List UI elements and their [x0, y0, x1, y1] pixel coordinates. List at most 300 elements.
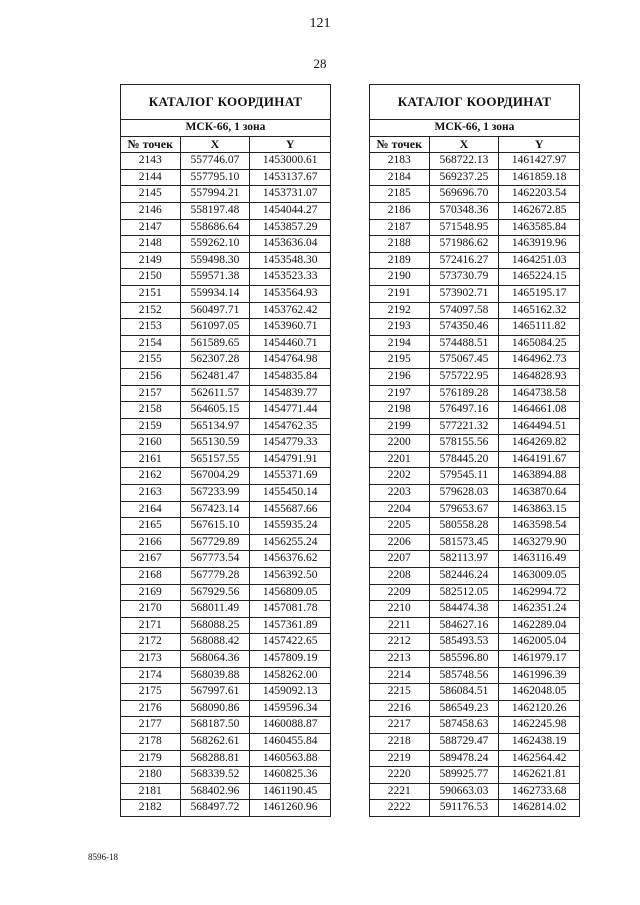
x-coordinate-cell: 584627.16	[429, 617, 499, 634]
point-number-cell: 2153	[121, 319, 181, 336]
x-coordinate-cell: 567779.28	[180, 568, 250, 585]
y-coordinate-cell: 1454764.98	[250, 352, 331, 369]
x-coordinate-cell: 568090.86	[180, 700, 250, 717]
table-row	[121, 385, 331, 402]
point-number-cell: 2171	[121, 617, 181, 634]
point-number-cell: 2208	[370, 568, 430, 585]
col-header-point: № точек	[121, 136, 181, 153]
table-row	[370, 667, 580, 684]
y-coordinate-cell: 1464191.67	[499, 451, 580, 468]
point-number-cell: 2160	[121, 435, 181, 452]
y-coordinate-cell: 1454839.77	[250, 385, 331, 402]
x-coordinate-cell: 567233.99	[180, 485, 250, 502]
table-row	[121, 700, 331, 717]
table-row	[370, 418, 580, 435]
point-number-cell: 2205	[370, 518, 430, 535]
table-row	[370, 368, 580, 385]
table-row	[121, 236, 331, 253]
point-number-cell: 2183	[370, 153, 430, 170]
x-coordinate-cell: 559934.14	[180, 285, 250, 302]
y-coordinate-cell: 1454460.71	[250, 335, 331, 352]
x-coordinate-cell: 564605.15	[180, 402, 250, 419]
x-coordinate-cell: 567423.14	[180, 501, 250, 518]
table-row	[121, 684, 331, 701]
table-row	[121, 634, 331, 651]
table-row	[370, 584, 580, 601]
x-coordinate-cell: 565130.59	[180, 435, 250, 452]
y-coordinate-cell: 1463585.84	[499, 219, 580, 236]
x-coordinate-cell: 573730.79	[429, 269, 499, 286]
point-number-cell: 2177	[121, 717, 181, 734]
table-row	[370, 568, 580, 585]
point-number-cell: 2179	[121, 750, 181, 767]
table-row	[370, 783, 580, 800]
table-row	[370, 501, 580, 518]
table-row	[370, 153, 580, 170]
point-number-cell: 2191	[370, 285, 430, 302]
y-coordinate-cell: 1459596.34	[250, 700, 331, 717]
point-number-cell: 2151	[121, 285, 181, 302]
table-row	[121, 783, 331, 800]
point-number-cell: 2155	[121, 352, 181, 369]
point-number-cell: 2188	[370, 236, 430, 253]
x-coordinate-cell: 561589.65	[180, 335, 250, 352]
table-row	[370, 634, 580, 651]
point-number-cell: 2186	[370, 202, 430, 219]
x-coordinate-cell: 568402.96	[180, 783, 250, 800]
y-coordinate-cell: 1457809.19	[250, 651, 331, 668]
point-number-cell: 2201	[370, 451, 430, 468]
x-coordinate-cell: 571548.95	[429, 219, 499, 236]
y-coordinate-cell: 1463919.96	[499, 236, 580, 253]
table-row	[370, 733, 580, 750]
point-number-cell: 2146	[121, 202, 181, 219]
table-row	[121, 568, 331, 585]
table-row	[121, 202, 331, 219]
x-coordinate-cell: 584474.38	[429, 601, 499, 618]
table-row	[121, 601, 331, 618]
point-number-cell: 2216	[370, 700, 430, 717]
point-number-cell: 2158	[121, 402, 181, 419]
x-coordinate-cell: 570348.36	[429, 202, 499, 219]
y-coordinate-cell: 1465162.32	[499, 302, 580, 319]
y-coordinate-cell: 1462203.54	[499, 186, 580, 203]
point-number-cell: 2187	[370, 219, 430, 236]
y-coordinate-cell: 1457422.65	[250, 634, 331, 651]
x-coordinate-cell: 557795.10	[180, 169, 250, 186]
x-coordinate-cell: 579628.03	[429, 485, 499, 502]
y-coordinate-cell: 1454044.27	[250, 202, 331, 219]
point-number-cell: 2154	[121, 335, 181, 352]
x-coordinate-cell: 565134.97	[180, 418, 250, 435]
coordinates-table-right	[369, 84, 580, 817]
point-number-cell: 2180	[121, 767, 181, 784]
x-coordinate-cell: 589925.77	[429, 767, 499, 784]
table-row	[121, 319, 331, 336]
y-coordinate-cell: 1462994.72	[499, 584, 580, 601]
point-number-cell: 2178	[121, 733, 181, 750]
y-coordinate-cell: 1453636.04	[250, 236, 331, 253]
x-coordinate-cell: 589478.24	[429, 750, 499, 767]
x-coordinate-cell: 590663.03	[429, 783, 499, 800]
x-coordinate-cell: 568262.61	[180, 733, 250, 750]
table-row	[121, 717, 331, 734]
x-coordinate-cell: 568339.52	[180, 767, 250, 784]
x-coordinate-cell: 579653.67	[429, 501, 499, 518]
table-row	[370, 236, 580, 253]
x-coordinate-cell: 559571.38	[180, 269, 250, 286]
x-coordinate-cell: 567615.10	[180, 518, 250, 535]
x-coordinate-cell: 561097.05	[180, 319, 250, 336]
x-coordinate-cell: 574097.58	[429, 302, 499, 319]
x-coordinate-cell: 558686.64	[180, 219, 250, 236]
point-number-cell: 2168	[121, 568, 181, 585]
y-coordinate-cell: 1463598.54	[499, 518, 580, 535]
table-row	[370, 435, 580, 452]
col-header-point: № точек	[370, 136, 430, 153]
table-title: КАТАЛОГ КООРДИНАТ	[121, 85, 331, 120]
point-number-cell: 2161	[121, 451, 181, 468]
table-row	[121, 335, 331, 352]
zone-label: МСК-66, 1 зона	[121, 120, 331, 137]
point-number-cell: 2163	[121, 485, 181, 502]
point-number-cell: 2150	[121, 269, 181, 286]
point-number-cell: 2190	[370, 269, 430, 286]
y-coordinate-cell: 1464269.82	[499, 435, 580, 452]
point-number-cell: 2197	[370, 385, 430, 402]
table-row	[370, 202, 580, 219]
page-number: 121	[309, 16, 331, 31]
y-coordinate-cell: 1455935.24	[250, 518, 331, 535]
y-coordinate-cell: 1453762.42	[250, 302, 331, 319]
x-coordinate-cell: 569696.70	[429, 186, 499, 203]
y-coordinate-cell: 1463863.15	[499, 501, 580, 518]
point-number-cell: 2212	[370, 634, 430, 651]
x-coordinate-cell: 560497.71	[180, 302, 250, 319]
y-coordinate-cell: 1454779.33	[250, 435, 331, 452]
table-row	[370, 468, 580, 485]
x-coordinate-cell: 573902.71	[429, 285, 499, 302]
table-row	[370, 219, 580, 236]
point-number-cell: 2194	[370, 335, 430, 352]
y-coordinate-cell: 1462245.98	[499, 717, 580, 734]
point-number-cell: 2182	[121, 800, 181, 817]
point-number-cell: 2143	[121, 153, 181, 170]
point-number-cell: 2157	[121, 385, 181, 402]
table-body-right	[370, 153, 580, 817]
y-coordinate-cell: 1455450.14	[250, 485, 331, 502]
point-number-cell: 2162	[121, 468, 181, 485]
table-row	[370, 169, 580, 186]
point-number-cell: 2219	[370, 750, 430, 767]
point-number-cell: 2170	[121, 601, 181, 618]
point-number-cell: 2145	[121, 186, 181, 203]
point-number-cell: 2206	[370, 534, 430, 551]
point-number-cell: 2211	[370, 617, 430, 634]
point-number-cell: 2172	[121, 634, 181, 651]
y-coordinate-cell: 1453523.33	[250, 269, 331, 286]
point-number-cell: 2189	[370, 252, 430, 269]
x-coordinate-cell: 567004.29	[180, 468, 250, 485]
point-number-cell: 2167	[121, 551, 181, 568]
point-number-cell: 2213	[370, 651, 430, 668]
y-coordinate-cell: 1462048.05	[499, 684, 580, 701]
point-number-cell: 2192	[370, 302, 430, 319]
y-coordinate-cell: 1463009.05	[499, 568, 580, 585]
point-number-cell: 2173	[121, 651, 181, 668]
point-number-cell: 2222	[370, 800, 430, 817]
col-header-x: X	[429, 136, 499, 153]
y-coordinate-cell: 1460455.84	[250, 733, 331, 750]
y-coordinate-cell: 1461427.97	[499, 153, 580, 170]
y-coordinate-cell: 1454771.44	[250, 402, 331, 419]
table-row	[370, 534, 580, 551]
table-row	[370, 617, 580, 634]
point-number-cell: 2175	[121, 684, 181, 701]
table-row	[370, 252, 580, 269]
point-number-cell: 2169	[121, 584, 181, 601]
table-row	[370, 385, 580, 402]
table-row	[370, 402, 580, 419]
table-row	[370, 302, 580, 319]
point-number-cell: 2221	[370, 783, 430, 800]
x-coordinate-cell: 562481.47	[180, 368, 250, 385]
y-coordinate-cell: 1462733.68	[499, 783, 580, 800]
x-coordinate-cell: 568011.49	[180, 601, 250, 618]
x-coordinate-cell: 569237.25	[429, 169, 499, 186]
y-coordinate-cell: 1460088.87	[250, 717, 331, 734]
table-row	[121, 651, 331, 668]
y-coordinate-cell: 1454762.35	[250, 418, 331, 435]
x-coordinate-cell: 568722.13	[429, 153, 499, 170]
y-coordinate-cell: 1454791.91	[250, 451, 331, 468]
y-coordinate-cell: 1453960.71	[250, 319, 331, 336]
table-row	[121, 501, 331, 518]
table-row	[370, 269, 580, 286]
point-number-cell: 2185	[370, 186, 430, 203]
y-coordinate-cell: 1464828.93	[499, 368, 580, 385]
y-coordinate-cell: 1453548.30	[250, 252, 331, 269]
point-number-cell: 2147	[121, 219, 181, 236]
x-coordinate-cell: 582446.24	[429, 568, 499, 585]
table-row	[121, 435, 331, 452]
point-number-cell: 2156	[121, 368, 181, 385]
x-coordinate-cell: 557746.07	[180, 153, 250, 170]
y-coordinate-cell: 1453000.61	[250, 153, 331, 170]
table-row	[370, 684, 580, 701]
x-coordinate-cell: 587458.63	[429, 717, 499, 734]
table-row	[121, 767, 331, 784]
x-coordinate-cell: 565157.55	[180, 451, 250, 468]
table-row	[121, 551, 331, 568]
col-header-y: Y	[499, 136, 580, 153]
x-coordinate-cell: 580558.28	[429, 518, 499, 535]
point-number-cell: 2184	[370, 169, 430, 186]
x-coordinate-cell: 585493.53	[429, 634, 499, 651]
x-coordinate-cell: 585596.80	[429, 651, 499, 668]
point-number-cell: 2217	[370, 717, 430, 734]
table-row	[370, 485, 580, 502]
x-coordinate-cell: 581573.45	[429, 534, 499, 551]
sheet-number: 28	[313, 56, 327, 71]
x-coordinate-cell: 559262.10	[180, 236, 250, 253]
y-coordinate-cell: 1460825.36	[250, 767, 331, 784]
point-number-cell: 2152	[121, 302, 181, 319]
y-coordinate-cell: 1453857.29	[250, 219, 331, 236]
x-coordinate-cell: 576189.28	[429, 385, 499, 402]
y-coordinate-cell: 1458262.00	[250, 667, 331, 684]
x-coordinate-cell: 558197.48	[180, 202, 250, 219]
x-coordinate-cell: 575067.45	[429, 352, 499, 369]
y-coordinate-cell: 1464962.73	[499, 352, 580, 369]
point-number-cell: 2148	[121, 236, 181, 253]
x-coordinate-cell: 559498.30	[180, 252, 250, 269]
x-coordinate-cell: 588729.47	[429, 733, 499, 750]
x-coordinate-cell: 574350.46	[429, 319, 499, 336]
point-number-cell: 2209	[370, 584, 430, 601]
point-number-cell: 2149	[121, 252, 181, 269]
y-coordinate-cell: 1455371.69	[250, 468, 331, 485]
point-number-cell: 2200	[370, 435, 430, 452]
x-coordinate-cell: 582113.97	[429, 551, 499, 568]
point-number-cell: 2165	[121, 518, 181, 535]
point-number-cell: 2181	[121, 783, 181, 800]
point-number-cell: 2196	[370, 368, 430, 385]
point-number-cell: 2199	[370, 418, 430, 435]
zone-label: МСК-66, 1 зона	[370, 120, 580, 137]
point-number-cell: 2166	[121, 534, 181, 551]
col-header-y: Y	[250, 136, 331, 153]
point-number-cell: 2218	[370, 733, 430, 750]
y-coordinate-cell: 1463279.90	[499, 534, 580, 551]
x-coordinate-cell: 575722.95	[429, 368, 499, 385]
point-number-cell: 2144	[121, 169, 181, 186]
x-coordinate-cell: 585748.56	[429, 667, 499, 684]
x-coordinate-cell: 567773.54	[180, 551, 250, 568]
table-row	[370, 285, 580, 302]
point-number-cell: 2215	[370, 684, 430, 701]
y-coordinate-cell: 1461996.39	[499, 667, 580, 684]
y-coordinate-cell: 1464738.58	[499, 385, 580, 402]
y-coordinate-cell: 1456809.05	[250, 584, 331, 601]
table-row	[121, 667, 331, 684]
y-coordinate-cell: 1465111.82	[499, 319, 580, 336]
y-coordinate-cell: 1465195.17	[499, 285, 580, 302]
y-coordinate-cell: 1461859.18	[499, 169, 580, 186]
x-coordinate-cell: 567997.61	[180, 684, 250, 701]
y-coordinate-cell: 1463870.64	[499, 485, 580, 502]
point-number-cell: 2207	[370, 551, 430, 568]
x-coordinate-cell: 568088.42	[180, 634, 250, 651]
y-coordinate-cell: 1464494.51	[499, 418, 580, 435]
y-coordinate-cell: 1464251.03	[499, 252, 580, 269]
y-coordinate-cell: 1456392.50	[250, 568, 331, 585]
y-coordinate-cell: 1465224.15	[499, 269, 580, 286]
x-coordinate-cell: 568088.25	[180, 617, 250, 634]
x-coordinate-cell: 578445.20	[429, 451, 499, 468]
y-coordinate-cell: 1465084.25	[499, 335, 580, 352]
table-row	[121, 402, 331, 419]
y-coordinate-cell: 1463116.49	[499, 551, 580, 568]
point-number-cell: 2174	[121, 667, 181, 684]
y-coordinate-cell: 1461979.17	[499, 651, 580, 668]
table-row	[121, 468, 331, 485]
point-number-cell: 2198	[370, 402, 430, 419]
y-coordinate-cell: 1456255.24	[250, 534, 331, 551]
table-row	[121, 733, 331, 750]
x-coordinate-cell: 576497.16	[429, 402, 499, 419]
table-row	[121, 186, 331, 203]
y-coordinate-cell: 1462621.81	[499, 767, 580, 784]
x-coordinate-cell: 567929.56	[180, 584, 250, 601]
point-number-cell: 2193	[370, 319, 430, 336]
y-coordinate-cell: 1455687.66	[250, 501, 331, 518]
table-row	[121, 352, 331, 369]
point-number-cell: 2220	[370, 767, 430, 784]
table-row	[370, 551, 580, 568]
x-coordinate-cell: 572416.27	[429, 252, 499, 269]
x-coordinate-cell: 578155.56	[429, 435, 499, 452]
table-row	[370, 800, 580, 817]
x-coordinate-cell: 571986.62	[429, 236, 499, 253]
table-row	[121, 153, 331, 170]
table-row	[121, 418, 331, 435]
table-row	[121, 617, 331, 634]
x-coordinate-cell: 574488.51	[429, 335, 499, 352]
x-coordinate-cell: 568288.81	[180, 750, 250, 767]
y-coordinate-cell: 1457081.78	[250, 601, 331, 618]
table-row	[121, 518, 331, 535]
y-coordinate-cell: 1462814.02	[499, 800, 580, 817]
y-coordinate-cell: 1461260.96	[250, 800, 331, 817]
x-coordinate-cell: 568497.72	[180, 800, 250, 817]
table-row	[370, 767, 580, 784]
x-coordinate-cell: 568039.88	[180, 667, 250, 684]
col-header-x: X	[180, 136, 250, 153]
y-coordinate-cell: 1460563.88	[250, 750, 331, 767]
table-row	[370, 352, 580, 369]
point-number-cell: 2204	[370, 501, 430, 518]
y-coordinate-cell: 1459092.13	[250, 684, 331, 701]
table-row	[121, 368, 331, 385]
point-number-cell: 2210	[370, 601, 430, 618]
document-code: 8596-18	[88, 852, 118, 862]
coordinates-table-left	[120, 84, 331, 817]
table-row	[121, 252, 331, 269]
table-row	[370, 451, 580, 468]
table-title: КАТАЛОГ КООРДИНАТ	[370, 85, 580, 120]
y-coordinate-cell: 1462005.04	[499, 634, 580, 651]
table-row	[121, 169, 331, 186]
table-row	[121, 302, 331, 319]
y-coordinate-cell: 1453137.67	[250, 169, 331, 186]
x-coordinate-cell: 579545.11	[429, 468, 499, 485]
y-coordinate-cell: 1462564.42	[499, 750, 580, 767]
table-row	[370, 186, 580, 203]
table-row	[370, 717, 580, 734]
table-row	[370, 319, 580, 336]
table-row	[121, 219, 331, 236]
x-coordinate-cell: 582512.05	[429, 584, 499, 601]
x-coordinate-cell: 586549.23	[429, 700, 499, 717]
point-number-cell: 2159	[121, 418, 181, 435]
y-coordinate-cell: 1462351.24	[499, 601, 580, 618]
point-number-cell: 2214	[370, 667, 430, 684]
y-coordinate-cell: 1456376.62	[250, 551, 331, 568]
table-row	[370, 601, 580, 618]
point-number-cell: 2202	[370, 468, 430, 485]
point-number-cell: 2176	[121, 700, 181, 717]
